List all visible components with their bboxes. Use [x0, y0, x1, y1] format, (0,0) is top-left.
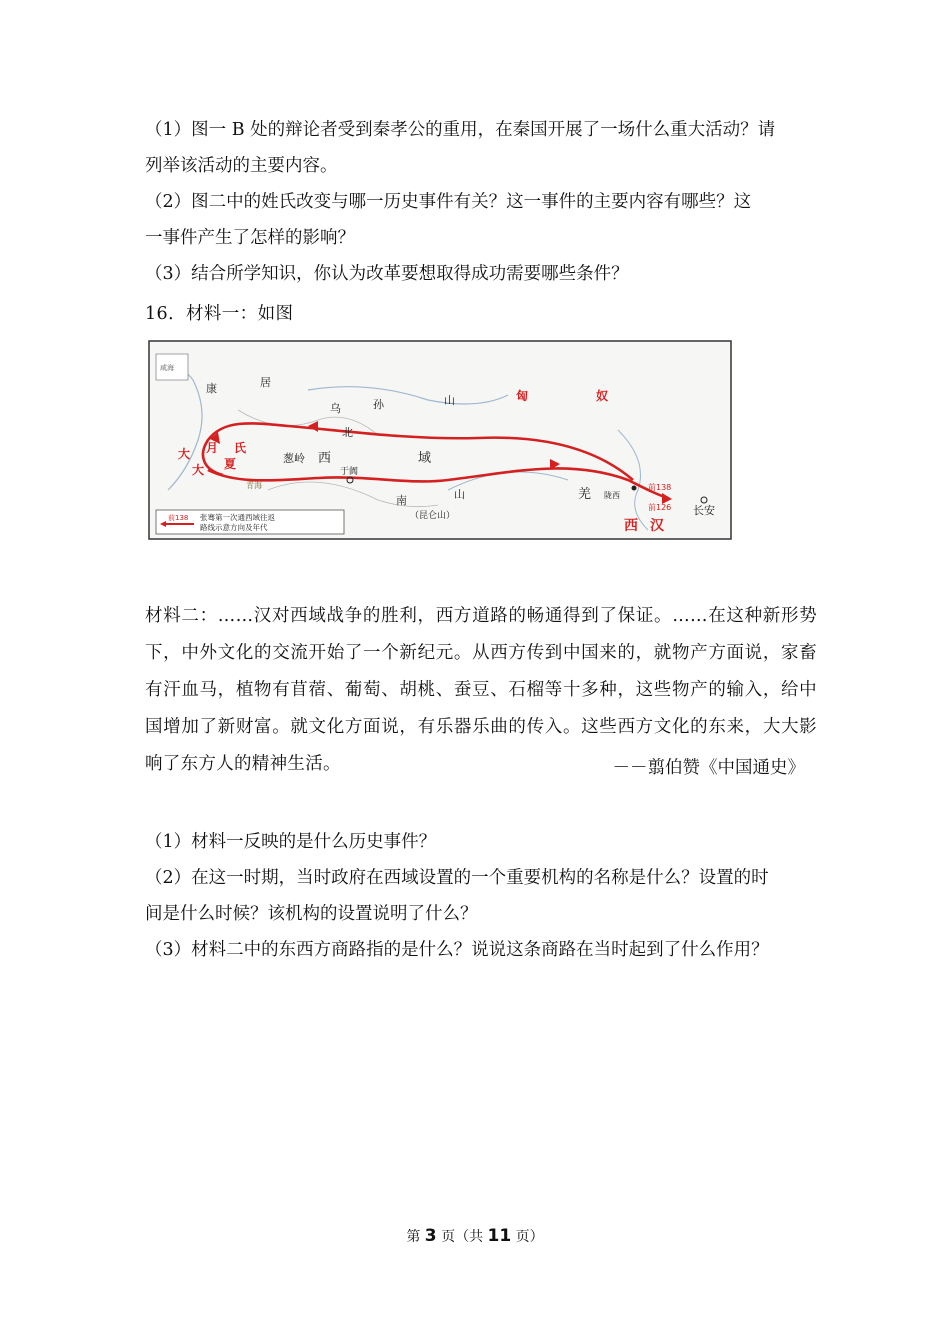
map-label: 康	[206, 382, 217, 395]
map-label: 山	[454, 488, 465, 501]
legend-year: 前138	[168, 514, 189, 522]
map-label: 居	[260, 376, 271, 389]
page-footer	[0, 1226, 950, 1246]
map-label-red: 夏	[224, 457, 237, 471]
material-source: －－翦伯赞《中国通史》	[612, 758, 805, 778]
map-year-label: 前126	[648, 503, 672, 512]
question-line: （3）材料二中的东西方商路指的是什么？说说这条商路在当时起到了什么作用？	[145, 940, 769, 960]
question-line: （3）结合所学知识，你认为改革要想取得成功需要哪些条件？	[145, 264, 629, 284]
question-line: （1）图一 B 处的辩论者受到秦孝公的重用，在秦国开展了一场什么重大活动？请	[145, 120, 776, 140]
map-label: 山	[444, 394, 455, 407]
map-label-red: 月	[206, 441, 219, 455]
question-line: （2）在这一时期，当时政府在西域设置的一个重要机构的名称是什么？设置的时	[145, 868, 769, 888]
map-label-red: 匈	[516, 389, 529, 403]
footer-text: 页）	[511, 1229, 544, 1245]
map-label: 长安	[693, 504, 715, 517]
question-line: 列举该活动的主要内容。	[145, 156, 338, 176]
q16-heading: 16．材料一：如图	[145, 304, 294, 324]
map-label: 北	[342, 426, 353, 439]
footer-page-total: 11	[487, 1226, 512, 1246]
map-label: 陇西	[604, 491, 620, 500]
map-label: 于阗	[340, 467, 359, 477]
map-label-red: 氏	[234, 441, 247, 455]
top-questions	[145, 112, 825, 292]
question-line: 一事件产生了怎样的影响？	[145, 228, 355, 248]
map-label-red: 大	[192, 463, 205, 477]
silk-road-map	[148, 340, 732, 540]
map-label: 羌	[578, 487, 592, 502]
map-label: 乌	[330, 402, 341, 415]
material-two: 材料二：……汉对西域战争的胜利，西方道路的畅通得到了保证。……在这种新形势下，中外文化的交流开始了一个新纪元。从西方传到中国来的，就物产方面说，家畜有汗血马，植物有苜蓿、葡萄、胡桃、蚕豆、石榴等十多种，这些物产的输入，给中国增加了新财富。就文化方面说，有乐器乐曲的传入。这些西方文化的东来，大大影响了东方人的精神生活。	[145, 606, 817, 774]
inset-label: 咸海	[160, 364, 174, 372]
question-line: （2）图二中的姓氏改变与哪一历史事件有关？这一事件的主要内容有哪些？这	[145, 192, 752, 212]
bottom-questions	[145, 824, 845, 968]
map-svg	[148, 340, 732, 540]
town-longxi	[632, 486, 637, 491]
map-frame	[149, 341, 731, 539]
map-year-label: 前138	[648, 483, 672, 492]
legend-text: 路线示意方向及年代	[200, 523, 268, 532]
map-label: （昆仑山）	[410, 511, 456, 521]
map-label: 域	[418, 451, 432, 466]
map-label-red: 奴	[596, 389, 609, 403]
map-label: 南	[396, 494, 407, 507]
map-label: 孙	[373, 398, 384, 411]
map-label-red: 汉	[650, 518, 664, 534]
map-label-red: 西	[624, 518, 638, 534]
question-line: （1）材料一反映的是什么历史事件？	[145, 832, 437, 852]
footer-text: 第	[406, 1229, 425, 1245]
legend-text: 张骞第一次通西域往返	[200, 513, 275, 522]
footer-text: 页（共	[436, 1229, 488, 1245]
map-label: 青海	[246, 481, 262, 490]
map-label: 西	[318, 451, 332, 466]
map-label-red: 大	[178, 447, 191, 461]
footer-page-number: 3	[424, 1226, 437, 1246]
question-line: 间是什么时候？该机构的设置说明了什么？	[145, 904, 478, 924]
map-label: 葱岭	[283, 452, 305, 465]
